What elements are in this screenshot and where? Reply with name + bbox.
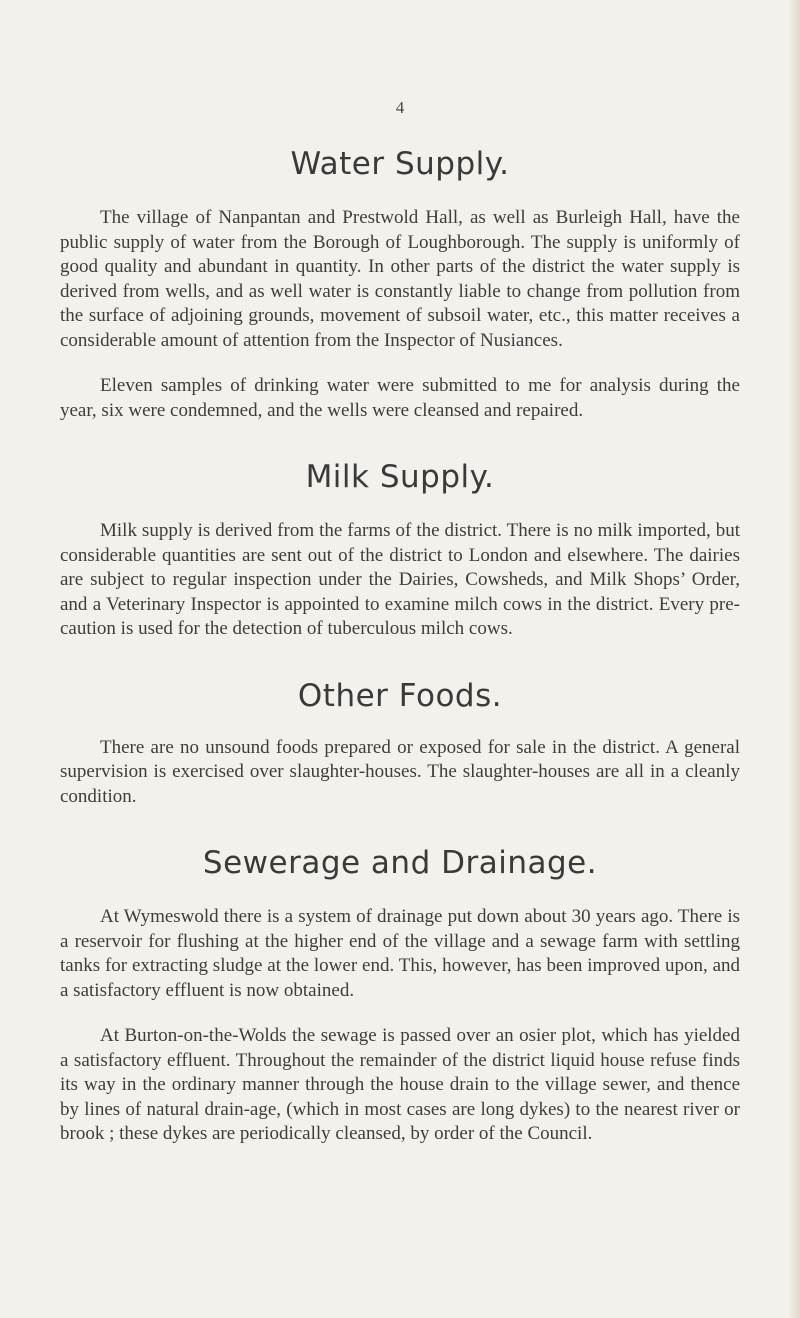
section-heading: Water Supply. bbox=[290, 146, 510, 182]
section-water-supply bbox=[60, 146, 740, 423]
page-edge-shadow bbox=[788, 0, 800, 1318]
section-heading: Other Foods. bbox=[297, 677, 503, 714]
paragraph: At Wymeswold there is a system of drainage put down about 30 years ago. There is a reservoir for flushing at the higher end of the village and a sewage farm with settling tanks for extracting sludge at the lower end. This, however, has been improved upon, and a satisfactory effluent is now obtained. bbox=[60, 906, 740, 1001]
paragraph: Eleven samples of drinking water were submitted to me for analysis during the year, six were condemned, and the wells were cleansed and repaired. bbox=[60, 375, 740, 421]
section-other-foods bbox=[60, 678, 740, 810]
paragraph: The village of Nanpantan and Prestwold Hall, as well as Burleigh Hall, have the public supply of water from the Borough of Loughborough. The supply is uniformly of good quality and abundant in quantity. In other parts of the district the water supply is derived from wells, and as well water is constantly liable to change from pollution from the surface of adjoining grounds, movement of subsoil water, etc., this matter receives a considerable amount of attention from the Inspector of Nusiances. bbox=[60, 207, 740, 351]
section-sewerage-drainage bbox=[60, 845, 740, 1147]
section-heading: Sewerage and Drainage. bbox=[202, 845, 598, 881]
document-body bbox=[60, 146, 740, 1147]
page-number: 4 bbox=[395, 98, 405, 117]
paragraph: There are no unsound foods prepared or exposed for sale in the district. A general supervision is exercised over slaughter-houses. The slaughter-houses are all in a cleanly condition. bbox=[60, 736, 740, 807]
section-milk-supply bbox=[60, 459, 740, 642]
paragraph: Milk supply is derived from the farms of the district. There is no milk imported, but considerable quantities are sent out of the district to London and elsewhere. The dairies are subject to regular inspection under the Dairies, Cowsheds, and Milk Shops’ Order, and a Veterinary Inspector is appointed to examine milch cows in the district. Every pre-caution is used for the detection of tuberculous milch cows. bbox=[60, 520, 740, 639]
section-heading: Milk Supply. bbox=[305, 459, 495, 495]
paragraph: At Burton-on-the-Wolds the sewage is passed over an osier plot, which has yielded a satisfactory effluent. Throughout the remainder of the district liquid house refuse finds its way in the ordinary manner through the house drain to the village sewer, and thence by lines of natural drain-age, (which in most cases are long dykes) to the nearest river or brook ; these dykes are periodically cleansed, by order of the Council. bbox=[60, 1025, 740, 1144]
